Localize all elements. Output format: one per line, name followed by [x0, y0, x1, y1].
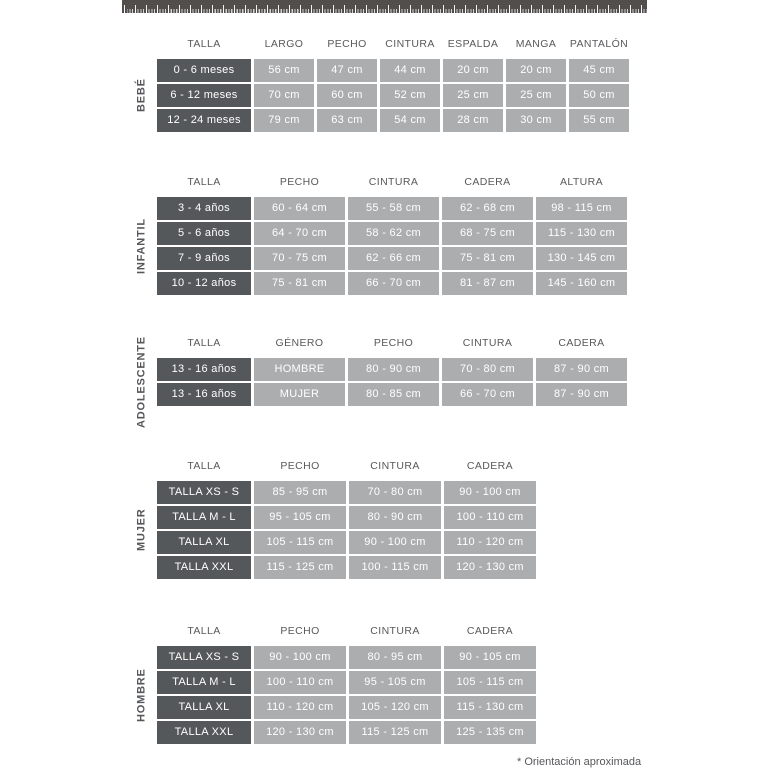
value-cell: 98 - 115 cm: [536, 197, 627, 220]
talla-cell: TALLA XXL: [157, 556, 251, 579]
column-header: ESPALDA: [447, 38, 499, 50]
talla-cell: 13 - 16 años: [157, 358, 251, 381]
value-cell: 62 - 68 cm: [442, 197, 533, 220]
column-header: CINTURA: [462, 337, 513, 349]
section-label-bebe: BEBÉ: [135, 78, 148, 113]
section-bebe: [135, 38, 629, 132]
value-cell: 64 - 70 cm: [254, 222, 345, 245]
value-cell: MUJER: [254, 383, 345, 406]
value-cell: 75 - 81 cm: [254, 272, 345, 295]
value-cell: 63 cm: [317, 109, 377, 132]
section-label-mujer: MUJER: [135, 508, 148, 552]
header-row: [157, 38, 629, 50]
column-header-talla: TALLA: [187, 460, 221, 472]
column-header: PANTALÓN: [569, 38, 629, 50]
talla-cell: TALLA XXL: [157, 721, 251, 744]
column-header: CINTURA: [368, 176, 419, 188]
value-cell: 28 cm: [443, 109, 503, 132]
value-cell: 70 - 75 cm: [254, 247, 345, 270]
header-row: [157, 625, 536, 637]
value-cell: 115 - 125 cm: [254, 556, 346, 579]
talla-cell: TALLA XL: [157, 696, 251, 719]
column-header: PECHO: [373, 337, 414, 349]
value-cell: 95 - 105 cm: [254, 506, 346, 529]
value-cell: 25 cm: [506, 84, 566, 107]
talla-cell: TALLA M - L: [157, 671, 251, 694]
column-header: PECHO: [327, 38, 367, 50]
value-cell: 100 - 110 cm: [254, 671, 346, 694]
talla-cell: TALLA XS - S: [157, 481, 251, 504]
column-header: MANGA: [515, 38, 557, 50]
value-cell: 105 - 115 cm: [254, 531, 346, 554]
value-cell: 85 - 95 cm: [254, 481, 346, 504]
talla-cell: 10 - 12 años: [157, 272, 251, 295]
column-header: PECHO: [280, 625, 320, 637]
talla-cell: 3 - 4 años: [157, 197, 251, 220]
column-header: CINTURA: [385, 38, 435, 50]
section-label-hombre: HOMBRE: [135, 668, 148, 722]
value-cell: 70 cm: [254, 84, 314, 107]
value-cell: 120 - 130 cm: [254, 721, 346, 744]
talla-cell: 7 - 9 años: [157, 247, 251, 270]
value-cell: 80 - 95 cm: [349, 646, 441, 669]
value-cell: 52 cm: [380, 84, 440, 107]
column-header-talla: TALLA: [187, 38, 221, 50]
value-cell: 145 - 160 cm: [536, 272, 627, 295]
talla-cell: 5 - 6 años: [157, 222, 251, 245]
section-adolescente: [135, 336, 627, 428]
value-cell: 95 - 105 cm: [349, 671, 441, 694]
value-cell: 115 - 125 cm: [349, 721, 441, 744]
value-cell: HOMBRE: [254, 358, 345, 381]
value-cell: 79 cm: [254, 109, 314, 132]
header-row: [157, 176, 627, 188]
value-cell: 56 cm: [254, 59, 314, 82]
column-header: CINTURA: [370, 460, 420, 472]
value-cell: 120 - 130 cm: [444, 556, 536, 579]
value-cell: 87 - 90 cm: [536, 358, 627, 381]
footnote: * Orientación aproximada: [517, 756, 642, 768]
column-header: CADERA: [464, 176, 511, 188]
talla-cell: TALLA XS - S: [157, 646, 251, 669]
value-cell: 66 - 70 cm: [442, 383, 533, 406]
column-header: CADERA: [466, 460, 514, 472]
value-cell: 100 - 115 cm: [349, 556, 441, 579]
value-cell: 105 - 120 cm: [349, 696, 441, 719]
section-hombre: [135, 625, 536, 744]
value-cell: 110 - 120 cm: [444, 531, 536, 554]
value-cell: 115 - 130 cm: [536, 222, 627, 245]
talla-cell: TALLA M - L: [157, 506, 251, 529]
value-cell: 125 - 135 cm: [444, 721, 536, 744]
value-cell: 70 - 80 cm: [442, 358, 533, 381]
value-cell: 68 - 75 cm: [442, 222, 533, 245]
section-label-adolescente: ADOLESCENTE: [135, 336, 148, 428]
value-cell: 80 - 90 cm: [348, 358, 439, 381]
value-cell: 55 - 58 cm: [348, 197, 439, 220]
value-cell: 75 - 81 cm: [442, 247, 533, 270]
value-cell: 90 - 100 cm: [444, 481, 536, 504]
value-cell: 105 - 115 cm: [444, 671, 536, 694]
column-header: CINTURA: [370, 625, 420, 637]
value-cell: 58 - 62 cm: [348, 222, 439, 245]
ruler-tape-icon: [122, 0, 647, 13]
talla-cell: 12 - 24 meses: [157, 109, 251, 132]
column-header-talla: TALLA: [187, 337, 221, 349]
section-infantil: [135, 176, 627, 295]
value-cell: 90 - 105 cm: [444, 646, 536, 669]
talla-cell: TALLA XL: [157, 531, 251, 554]
value-cell: 80 - 90 cm: [349, 506, 441, 529]
column-header-talla: TALLA: [187, 625, 221, 637]
table-body: [135, 197, 627, 295]
talla-cell: 0 - 6 meses: [157, 59, 251, 82]
column-header-talla: TALLA: [187, 176, 221, 188]
value-cell: 30 cm: [506, 109, 566, 132]
value-cell: 62 - 66 cm: [348, 247, 439, 270]
value-cell: 90 - 100 cm: [349, 531, 441, 554]
value-cell: 20 cm: [443, 59, 503, 82]
value-cell: 60 cm: [317, 84, 377, 107]
column-header: PECHO: [279, 176, 320, 188]
value-cell: 81 - 87 cm: [442, 272, 533, 295]
value-cell: 60 - 64 cm: [254, 197, 345, 220]
section-mujer: [135, 460, 536, 579]
value-cell: 47 cm: [317, 59, 377, 82]
value-cell: 25 cm: [443, 84, 503, 107]
value-cell: 54 cm: [380, 109, 440, 132]
value-cell: 70 - 80 cm: [349, 481, 441, 504]
value-cell: 44 cm: [380, 59, 440, 82]
value-cell: 20 cm: [506, 59, 566, 82]
value-cell: 87 - 90 cm: [536, 383, 627, 406]
column-header: PECHO: [280, 460, 320, 472]
column-header: LARGO: [264, 38, 304, 50]
table-body: [135, 59, 629, 132]
column-header: CADERA: [558, 337, 605, 349]
value-cell: 90 - 100 cm: [254, 646, 346, 669]
value-cell: 80 - 85 cm: [348, 383, 439, 406]
value-cell: 110 - 120 cm: [254, 696, 346, 719]
header-row: [157, 337, 627, 349]
column-header: GÉNERO: [275, 337, 324, 349]
table-body: [135, 646, 536, 744]
value-cell: 50 cm: [569, 84, 629, 107]
value-cell: 130 - 145 cm: [536, 247, 627, 270]
value-cell: 100 - 110 cm: [444, 506, 536, 529]
talla-cell: 6 - 12 meses: [157, 84, 251, 107]
value-cell: 115 - 130 cm: [444, 696, 536, 719]
column-header: ALTURA: [559, 176, 604, 188]
section-label-infantil: INFANTIL: [135, 218, 148, 274]
column-header: CADERA: [466, 625, 514, 637]
value-cell: 66 - 70 cm: [348, 272, 439, 295]
header-row: [157, 460, 536, 472]
table-body: [135, 481, 536, 579]
value-cell: 55 cm: [569, 109, 629, 132]
value-cell: 45 cm: [569, 59, 629, 82]
talla-cell: 13 - 16 años: [157, 383, 251, 406]
